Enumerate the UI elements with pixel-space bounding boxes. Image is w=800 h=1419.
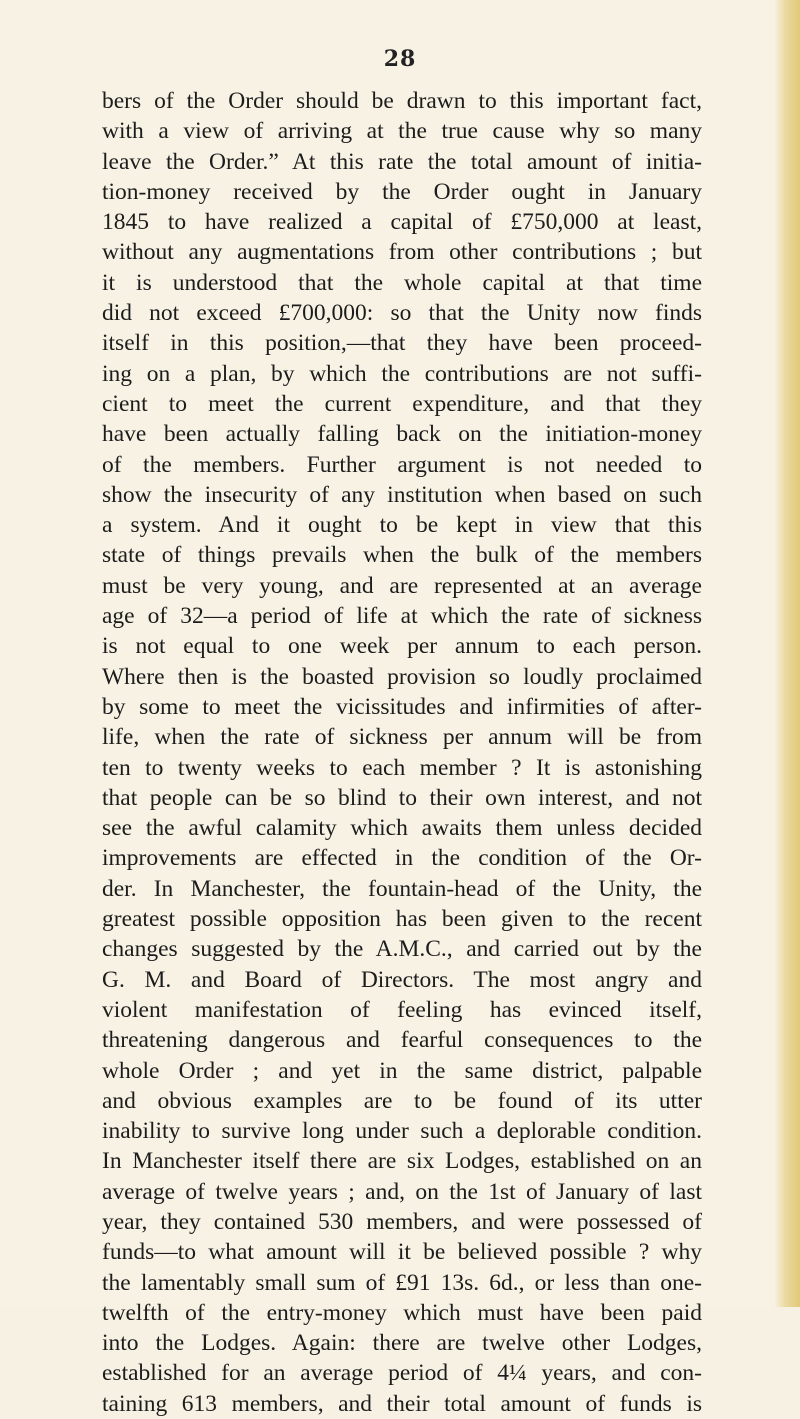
text-line: established for an average period of 4¼ years, and con- [102,1360,702,1387]
text-line: whole Order ; and yet in the same district, palpable [102,1057,702,1084]
text-line: the lamentably small sum of £91 13s. 6d., or less than one- [102,1269,702,1296]
text-line: bers of the Order should be drawn to this important fact, [102,88,702,114]
text-line: a system. And it ought to be kept in view that this [102,512,702,539]
text-line: improvements are effected in the condition of the Or- [102,845,702,872]
text-line: funds—to what amount will it be believed possible ? why [102,1239,702,1266]
text-line: did not exceed £700,000: so that the Unity now finds [102,300,702,327]
text-line: by some to meet the vicissitudes and infirmities of after- [102,693,702,720]
text-line: inability to survive long under such a deplorable condition. [102,1118,702,1145]
page-edge-shadow [774,0,800,1307]
text-line: show the insecurity of any institution when based on such [102,481,702,508]
text-line: without any augmentations from other contributions ; but [102,239,702,266]
text-line: is not equal to one week per annum to each person. [102,633,702,660]
text-line: age of 32—a period of life at which the rate of sickness [102,603,702,630]
text-line: taining 613 members, and their total amount of funds is [102,1390,702,1417]
text-line: twelfth of the entry-money which must have been paid [102,1299,702,1326]
text-line: state of things prevails when the bulk of the members [102,542,702,569]
text-line: changes suggested by the A.M.C., and carried out by the [102,936,702,963]
text-line: with a view of arriving at the true cause why so many [102,118,702,145]
text-line: itself in this position,—that they have been proceed- [102,330,702,357]
body-text [102,86,702,1419]
text-line: into the Lodges. Again: there are twelve other Lodges, [102,1330,702,1357]
text-line: violent manifestation of feeling has evinced itself, [102,996,702,1023]
text-line: ten to twenty weeks to each member ? It is astonishing [102,754,702,781]
text-line: that people can be so blind to their own interest, and not [102,784,702,811]
text-line: In Manchester itself there are six Lodges, established on an [102,1148,702,1175]
text-line: greatest possible opposition has been given to the recent [102,906,702,933]
text-line: 1845 to have realized a capital of £750,000 at least, [102,209,702,236]
text-line: and obvious examples are to be found of its utter [102,1087,702,1114]
text-line: der. In Manchester, the fountain-head of the Unity, the [102,875,702,902]
text-line: G. M. and Board of Directors. The most angry and [102,966,702,993]
text-line: have been actually falling back on the initiation-money [102,421,702,448]
text-line: it is understood that the whole capital at that time [102,269,702,296]
text-line: tion-money received by the Order ought in January [102,178,702,205]
text-line: ing on a plan, by which the contributions are not suffi- [102,360,702,387]
text-line: of the members. Further argument is not needed to [102,451,702,478]
text-line: threatening dangerous and fearful consequences to the [102,1027,702,1054]
text-line: cient to meet the current expenditure, and that they [102,390,702,417]
text-line: average of twelve years ; and, on the 1st of January of last [102,1178,702,1205]
text-line: leave the Order.” At this rate the total amount of initia- [102,148,702,175]
text-line: life, when the rate of sickness per annum will be from [102,724,702,751]
page-number: 28 [383,46,417,72]
text-line: year, they contained 530 members, and were possessed of [102,1208,702,1235]
text-line: see the awful calamity which awaits them unless decided [102,815,702,842]
text-line: must be very young, and are represented at an average [102,572,702,599]
text-line: Where then is the boasted provision so loudly proclaimed [102,663,702,690]
